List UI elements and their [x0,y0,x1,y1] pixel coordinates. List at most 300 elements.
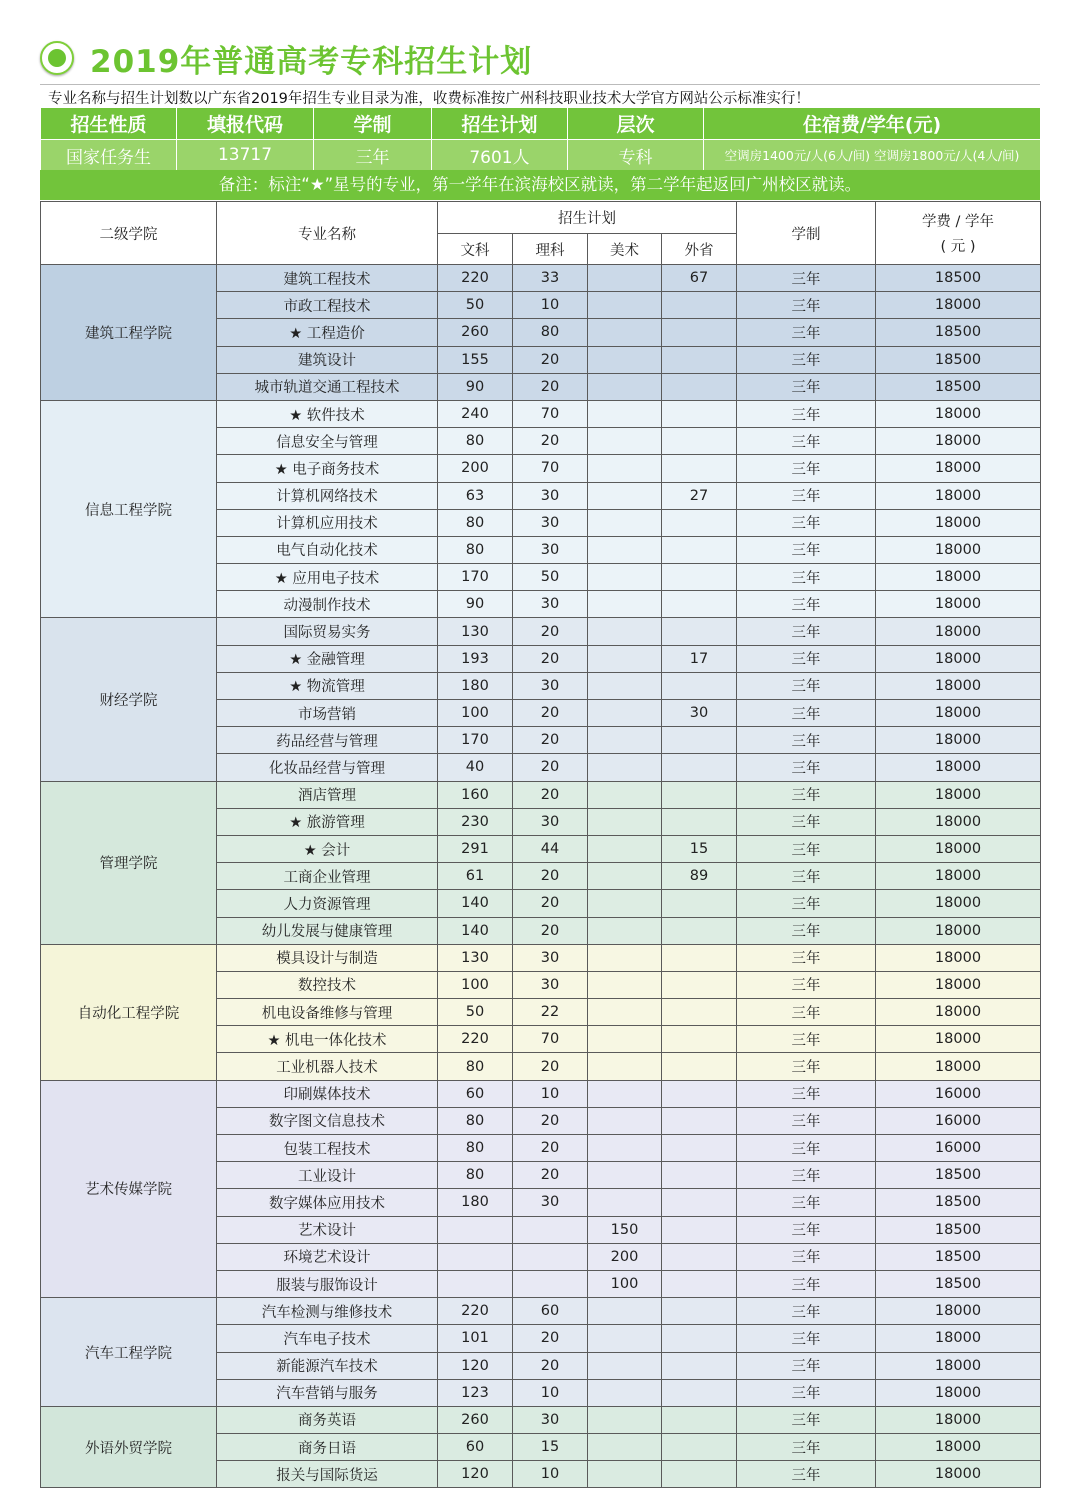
out-of-province-count [662,727,737,754]
header-duration: 学制 [737,202,876,265]
out-of-province-count [662,319,737,346]
out-of-province-count [662,808,737,835]
arts-count: 90 [438,373,513,400]
major-name: 动漫制作技术 [217,591,438,618]
arts-count: 180 [438,672,513,699]
arts-count: 50 [438,292,513,319]
arts-count: 140 [438,890,513,917]
duration: 三年 [737,1298,876,1325]
duration: 三年 [737,1352,876,1379]
table-row [41,944,1041,971]
major-name: 汽车电子技术 [217,1325,438,1352]
duration: 三年 [737,428,876,455]
duration: 三年 [737,808,876,835]
out-of-province-count [662,971,737,998]
science-count: 20 [513,645,588,672]
page-title: 2019年普通高考专科招生计划 [90,43,533,80]
fine-art-count [588,1135,662,1162]
arts-count [438,1270,513,1297]
arts-count: 160 [438,781,513,808]
fine-art-count [588,1026,662,1053]
summary-header-duration: 学制 [314,108,432,140]
arts-count: 123 [438,1379,513,1406]
table-row [41,265,1041,292]
out-of-province-count [662,536,737,563]
major-name: 机电设备维修与管理 [217,999,438,1026]
tuition: 18000 [876,1026,1041,1053]
science-count: 60 [513,1298,588,1325]
science-count: 30 [513,1406,588,1433]
duration: 三年 [737,509,876,536]
duration: 三年 [737,781,876,808]
tuition: 18000 [876,1053,1041,1080]
tuition: 16000 [876,1080,1041,1107]
out-of-province-count [662,509,737,536]
out-of-province-count [662,1026,737,1053]
science-count: 20 [513,1352,588,1379]
major-name: 模具设计与制造 [217,944,438,971]
out-of-province-count [662,1189,737,1216]
major-name: 商务日语 [217,1434,438,1461]
science-count: 70 [513,455,588,482]
science-count: 30 [513,1189,588,1216]
major-name: ★ 应用电子技术 [217,564,438,591]
fine-art-count [588,319,662,346]
science-count: 20 [513,373,588,400]
fine-art-count [588,1325,662,1352]
out-of-province-count [662,1053,737,1080]
science-count: 30 [513,808,588,835]
arts-count [438,1216,513,1243]
duration: 三年 [737,346,876,373]
duration: 三年 [737,1189,876,1216]
science-count: 10 [513,1461,588,1488]
arts-count: 155 [438,346,513,373]
duration: 三年 [737,727,876,754]
out-of-province-count [662,672,737,699]
science-count: 30 [513,971,588,998]
out-of-province-count [662,754,737,781]
fine-art-count [588,1434,662,1461]
table-row [41,1298,1041,1325]
science-count: 22 [513,999,588,1026]
header-tuition-line2: ( 元 ) [940,239,976,255]
major-name: ★ 工程造价 [217,319,438,346]
arts-count: 100 [438,971,513,998]
table-row [41,400,1041,427]
arts-count: 220 [438,1026,513,1053]
fine-art-count: 100 [588,1270,662,1297]
tuition: 18000 [876,727,1041,754]
tuition: 18000 [876,1379,1041,1406]
out-of-province-count [662,999,737,1026]
out-of-province-count [662,346,737,373]
out-of-province-count [662,591,737,618]
tuition: 18000 [876,890,1041,917]
duration: 三年 [737,999,876,1026]
arts-count: 50 [438,999,513,1026]
fine-art-count [588,1080,662,1107]
duration: 三年 [737,1135,876,1162]
fine-art-count [588,1162,662,1189]
out-of-province-count [662,1298,737,1325]
fine-art-count [588,808,662,835]
out-of-province-count [662,1135,737,1162]
science-count: 80 [513,319,588,346]
summary-header-code: 填报代码 [177,108,314,140]
major-name: 工业设计 [217,1162,438,1189]
arts-count: 220 [438,265,513,292]
science-count: 10 [513,1080,588,1107]
arts-count: 120 [438,1352,513,1379]
out-of-province-count [662,1461,737,1488]
tuition: 18000 [876,700,1041,727]
tuition: 18000 [876,428,1041,455]
major-name: 汽车营销与服务 [217,1379,438,1406]
out-of-province-count [662,890,737,917]
out-of-province-count: 15 [662,835,737,862]
header-arts: 文科 [438,234,513,265]
duration: 三年 [737,1107,876,1134]
major-name: 药品经营与管理 [217,727,438,754]
major-name: ★ 软件技术 [217,400,438,427]
science-count: 20 [513,346,588,373]
fine-art-count: 200 [588,1243,662,1270]
duration: 三年 [737,863,876,890]
policy-note: 专业名称与招生计划数以广东省2019年招生专业目录为准，收费标准按广州科技职业技术大学官方网站公示标准实行！ [48,91,810,107]
tuition: 18000 [876,455,1041,482]
tuition: 18500 [876,1270,1041,1297]
remark-banner: 备注：标注“★”星号的专业，第一学年在滨海校区就读，第二学年起返回广州校区就读。 [40,170,1040,200]
out-of-province-count [662,1162,737,1189]
college-name: 艺术传媒学院 [41,1080,217,1298]
header-tuition [876,202,1041,265]
summary-plan: 7601人 [432,140,568,171]
college-name: 财经学院 [41,618,217,781]
arts-count: 170 [438,564,513,591]
duration: 三年 [737,292,876,319]
major-name: 市场营销 [217,700,438,727]
major-name: 市政工程技术 [217,292,438,319]
arts-count: 60 [438,1434,513,1461]
major-name: 艺术设计 [217,1216,438,1243]
science-count: 20 [513,700,588,727]
table-row [41,1406,1041,1433]
tuition: 18500 [876,1243,1041,1270]
fine-art-count [588,400,662,427]
tuition: 18500 [876,319,1041,346]
science-count: 33 [513,265,588,292]
header-tuition-line1: 学费 / 学年 [921,214,995,230]
tuition: 18500 [876,265,1041,292]
science-count: 20 [513,1162,588,1189]
duration: 三年 [737,971,876,998]
duration: 三年 [737,1379,876,1406]
tuition: 18000 [876,400,1041,427]
duration: 三年 [737,373,876,400]
major-name: ★ 电子商务技术 [217,455,438,482]
tuition: 18000 [876,808,1041,835]
major-name: 工商企业管理 [217,863,438,890]
fine-art-count [588,536,662,563]
duration: 三年 [737,1270,876,1297]
science-count: 20 [513,1325,588,1352]
duration: 三年 [737,700,876,727]
tuition: 18000 [876,645,1041,672]
arts-count: 90 [438,591,513,618]
fine-art-count [588,917,662,944]
summary-type: 国家任务生 [41,140,177,171]
science-count: 30 [513,672,588,699]
science-count: 30 [513,944,588,971]
arts-count: 80 [438,428,513,455]
major-name: 建筑设计 [217,346,438,373]
major-name: ★ 机电一体化技术 [217,1026,438,1053]
science-count: 70 [513,1026,588,1053]
tuition: 18000 [876,999,1041,1026]
tuition: 18000 [876,781,1041,808]
arts-count: 80 [438,536,513,563]
fine-art-count [588,1461,662,1488]
header-plan: 招生计划 [438,202,737,234]
fine-art-count [588,1189,662,1216]
arts-count: 63 [438,482,513,509]
duration: 三年 [737,672,876,699]
tuition: 18500 [876,1162,1041,1189]
science-count: 44 [513,835,588,862]
science-count: 20 [513,618,588,645]
arts-count: 80 [438,509,513,536]
major-name: ★ 旅游管理 [217,808,438,835]
fine-art-count [588,1406,662,1433]
arts-count: 40 [438,754,513,781]
arts-count: 260 [438,1406,513,1433]
summary-header-dorm-fee: 住宿费/学年(元) [704,108,1041,140]
out-of-province-count: 30 [662,700,737,727]
science-count: 10 [513,1379,588,1406]
major-name: ★ 会计 [217,835,438,862]
arts-count: 193 [438,645,513,672]
tuition: 18000 [876,564,1041,591]
title-underline [40,84,1040,85]
out-of-province-count [662,1080,737,1107]
summary-duration: 三年 [314,140,432,171]
fine-art-count [588,618,662,645]
science-count: 20 [513,727,588,754]
tuition: 18000 [876,618,1041,645]
major-name: 数控技术 [217,971,438,998]
header-fine-art: 美术 [588,234,662,265]
tuition: 18000 [876,944,1041,971]
fine-art-count [588,591,662,618]
fine-art-count [588,1298,662,1325]
science-count: 20 [513,1107,588,1134]
header-major: 专业名称 [217,202,438,265]
arts-count: 80 [438,1135,513,1162]
tuition: 18000 [876,591,1041,618]
fine-art-count [588,700,662,727]
out-of-province-count [662,944,737,971]
arts-count: 130 [438,944,513,971]
tuition: 18000 [876,536,1041,563]
duration: 三年 [737,319,876,346]
major-name: 人力资源管理 [217,890,438,917]
summary-header-type: 招生性质 [41,108,177,140]
duration: 三年 [737,645,876,672]
major-name: 建筑工程技术 [217,265,438,292]
tuition: 18000 [876,917,1041,944]
tuition: 18000 [876,292,1041,319]
duration: 三年 [737,1406,876,1433]
summary-table [40,107,1041,171]
arts-count: 100 [438,700,513,727]
fine-art-count [588,863,662,890]
major-name: 汽车检测与维修技术 [217,1298,438,1325]
fine-art-count [588,645,662,672]
science-count: 30 [513,591,588,618]
major-name: 国际贸易实务 [217,618,438,645]
fine-art-count [588,346,662,373]
college-name: 汽车工程学院 [41,1298,217,1407]
arts-count: 170 [438,727,513,754]
tuition: 18000 [876,482,1041,509]
tuition: 18000 [876,672,1041,699]
out-of-province-count [662,292,737,319]
duration: 三年 [737,1461,876,1488]
out-of-province-count [662,1216,737,1243]
out-of-province-count: 17 [662,645,737,672]
duration: 三年 [737,1434,876,1461]
enrollment-table [40,201,1041,1488]
fine-art-count [588,672,662,699]
title-row [40,34,532,82]
major-name: 报关与国际货运 [217,1461,438,1488]
out-of-province-count [662,1325,737,1352]
duration: 三年 [737,482,876,509]
major-name: 电气自动化技术 [217,536,438,563]
college-name: 信息工程学院 [41,400,217,618]
science-count: 15 [513,1434,588,1461]
green-bullet-icon [40,41,74,75]
tuition: 18000 [876,971,1041,998]
out-of-province-count [662,400,737,427]
fine-art-count [588,971,662,998]
out-of-province-count [662,781,737,808]
arts-count: 140 [438,917,513,944]
major-name: 印刷媒体技术 [217,1080,438,1107]
major-name: ★ 物流管理 [217,672,438,699]
fine-art-count [588,1352,662,1379]
out-of-province-count: 67 [662,265,737,292]
tuition: 18000 [876,1298,1041,1325]
duration: 三年 [737,1243,876,1270]
duration: 三年 [737,618,876,645]
science-count: 20 [513,781,588,808]
arts-count: 120 [438,1461,513,1488]
summary-code: 13717 [177,140,314,171]
major-name: 化妆品经营与管理 [217,754,438,781]
arts-count: 80 [438,1162,513,1189]
fine-art-count [588,754,662,781]
fine-art-count [588,509,662,536]
fine-art-count [588,1379,662,1406]
tuition: 18000 [876,1325,1041,1352]
major-name: 环境艺术设计 [217,1243,438,1270]
out-of-province-count [662,428,737,455]
duration: 三年 [737,591,876,618]
science-count [513,1216,588,1243]
science-count: 30 [513,482,588,509]
science-count [513,1270,588,1297]
major-name: 包装工程技术 [217,1135,438,1162]
out-of-province-count [662,1107,737,1134]
college-name: 建筑工程学院 [41,265,217,401]
tuition: 18000 [876,509,1041,536]
arts-count: 80 [438,1107,513,1134]
arts-count: 291 [438,835,513,862]
duration: 三年 [737,1325,876,1352]
arts-count: 60 [438,1080,513,1107]
college-name: 管理学院 [41,781,217,944]
header-out-of-province: 外省 [662,234,737,265]
out-of-province-count [662,1352,737,1379]
college-name: 自动化工程学院 [41,944,217,1080]
science-count [513,1243,588,1270]
major-name: 数字图文信息技术 [217,1107,438,1134]
duration: 三年 [737,1080,876,1107]
arts-count: 220 [438,1298,513,1325]
table-row [41,618,1041,645]
tuition: 18000 [876,863,1041,890]
table-row [41,781,1041,808]
arts-count: 240 [438,400,513,427]
science-count: 10 [513,292,588,319]
out-of-province-count [662,1270,737,1297]
tuition: 18500 [876,346,1041,373]
arts-count: 101 [438,1325,513,1352]
duration: 三年 [737,455,876,482]
summary-header-level: 层次 [568,108,704,140]
fine-art-count [588,482,662,509]
major-name: 计算机应用技术 [217,509,438,536]
major-name: 信息安全与管理 [217,428,438,455]
major-name: 城市轨道交通工程技术 [217,373,438,400]
duration: 三年 [737,754,876,781]
major-name: 商务英语 [217,1406,438,1433]
fine-art-count [588,265,662,292]
arts-count: 230 [438,808,513,835]
fine-art-count [588,890,662,917]
tuition: 18000 [876,1461,1041,1488]
arts-count: 200 [438,455,513,482]
fine-art-count [588,1107,662,1134]
major-name: 新能源汽车技术 [217,1352,438,1379]
fine-art-count [588,727,662,754]
major-name: 计算机网络技术 [217,482,438,509]
duration: 三年 [737,917,876,944]
tuition: 18000 [876,1434,1041,1461]
science-count: 20 [513,428,588,455]
fine-art-count [588,455,662,482]
major-name: 酒店管理 [217,781,438,808]
out-of-province-count [662,564,737,591]
arts-count: 130 [438,618,513,645]
fine-art-count [588,373,662,400]
duration: 三年 [737,944,876,971]
tuition: 16000 [876,1107,1041,1134]
summary-header-plan: 招生计划 [432,108,568,140]
science-count: 30 [513,536,588,563]
